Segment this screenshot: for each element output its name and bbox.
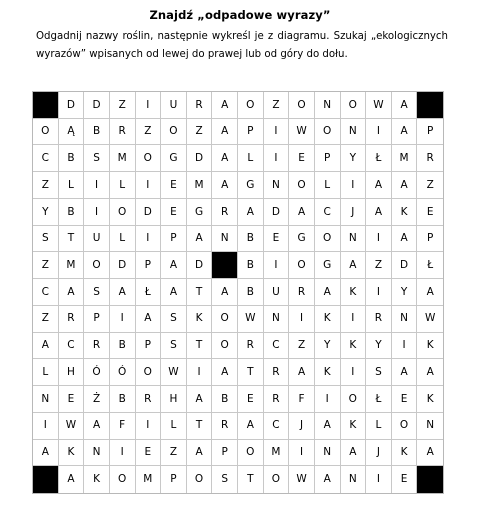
grid-letter-cell: A [212,359,238,386]
grid-letter-cell: E [136,440,162,467]
grid-letter-cell: O [136,145,162,172]
grid-letter-cell: Y [315,333,341,360]
grid-letter-cell: C [33,145,59,172]
grid-letter-cell: G [238,172,264,199]
grid-letter-cell: K [417,333,443,360]
grid-letter-cell: B [59,199,85,226]
grid-letter-cell: I [366,279,392,306]
grid-letter-cell: C [59,333,85,360]
grid-letter-cell: W [59,413,85,440]
grid-letter-cell: L [315,172,341,199]
grid-letter-cell: T [59,226,85,253]
grid-letter-cell: U [264,279,290,306]
grid-letter-cell: D [264,199,290,226]
grid-letter-cell: F [289,386,315,413]
grid-letter-cell: K [392,440,418,467]
grid-letter-cell: J [366,440,392,467]
grid-letter-cell: D [187,252,213,279]
grid-letter-cell: Y [392,279,418,306]
grid-letter-cell: E [161,199,187,226]
grid-letter-cell: N [264,306,290,333]
grid-letter-cell: Z [136,119,162,146]
grid-letter-cell: R [212,413,238,440]
grid-letter-cell: P [417,119,443,146]
grid-letter-cell: R [238,333,264,360]
grid-letter-cell: D [187,145,213,172]
grid-letter-cell: N [84,440,110,467]
grid-letter-cell: B [59,145,85,172]
grid-letter-cell: N [212,226,238,253]
grid-letter-cell: L [161,413,187,440]
grid-letter-cell: G [161,145,187,172]
grid-letter-cell: U [84,226,110,253]
grid-letter-cell: P [136,333,162,360]
grid-letter-cell: A [33,440,59,467]
grid-letter-cell: A [392,119,418,146]
grid-letter-cell: P [212,440,238,467]
grid-letter-cell: O [110,199,136,226]
grid-letter-cell: M [136,466,162,493]
grid-letter-cell: A [212,119,238,146]
grid-letter-cell: I [392,333,418,360]
grid-letter-cell: U [161,92,187,119]
grid-letter-cell: F [110,413,136,440]
grid-letter-cell: O [315,226,341,253]
grid-letter-cell: R [366,306,392,333]
grid-letter-cell: S [84,145,110,172]
grid-letter-cell: A [238,199,264,226]
grid-letter-cell: O [289,172,315,199]
grid-letter-cell: T [238,466,264,493]
grid-letter-cell: W [289,466,315,493]
grid-letter-cell: A [187,226,213,253]
grid-letter-cell: J [341,199,367,226]
grid-letter-cell: N [417,413,443,440]
grid-letter-cell: A [366,199,392,226]
grid-letter-cell: A [315,279,341,306]
grid-letter-cell: N [315,440,341,467]
grid-letter-cell: O [238,92,264,119]
grid-letter-cell: O [289,92,315,119]
grid-letter-cell: D [110,252,136,279]
grid-letter-cell: Ż [84,386,110,413]
grid-letter-cell: R [417,145,443,172]
grid-letter-cell: P [417,226,443,253]
grid-letter-cell: O [161,119,187,146]
grid-letter-cell: I [187,359,213,386]
grid-letter-cell: A [161,279,187,306]
grid-letter-cell: O [289,252,315,279]
grid-letter-cell: A [315,466,341,493]
grid-letter-cell: S [84,279,110,306]
grid-letter-cell: A [289,359,315,386]
grid-letter-cell: Ą [59,119,85,146]
grid-letter-cell: I [341,172,367,199]
grid-letter-cell: G [187,199,213,226]
grid-letter-cell: G [315,252,341,279]
grid-letter-cell: B [110,333,136,360]
grid-letter-cell: S [33,226,59,253]
grid-letter-cell: O [110,466,136,493]
grid-letter-cell: L [110,226,136,253]
grid-letter-cell: I [289,306,315,333]
grid-letter-cell: K [341,279,367,306]
grid-letter-cell: K [417,386,443,413]
word-search-grid [32,91,444,494]
grid-letter-cell: I [264,252,290,279]
grid-letter-cell: B [110,386,136,413]
grid-letter-cell: Y [33,199,59,226]
grid-letter-cell: Z [33,252,59,279]
grid-letter-cell: K [315,306,341,333]
grid-letter-cell: A [161,252,187,279]
grid-letter-cell: E [417,199,443,226]
grid-letter-cell: R [264,359,290,386]
grid-black-cell [417,466,443,493]
grid-letter-cell: C [264,333,290,360]
grid-letter-cell: L [110,172,136,199]
grid-letter-cell: A [238,413,264,440]
grid-letter-cell: O [212,333,238,360]
grid-letter-cell: A [187,386,213,413]
grid-letter-cell: A [187,440,213,467]
grid-letter-cell: N [33,386,59,413]
grid-letter-cell: A [315,413,341,440]
grid-letter-cell: A [84,413,110,440]
grid-letter-cell: D [84,92,110,119]
grid-letter-cell: B [212,386,238,413]
grid-letter-cell: I [110,306,136,333]
grid-letter-cell: Z [264,92,290,119]
grid-letter-cell: W [417,306,443,333]
grid-letter-cell: P [84,306,110,333]
grid-letter-cell: I [84,199,110,226]
grid-letter-cell: Ł [136,279,162,306]
grid-letter-cell: A [392,92,418,119]
grid-letter-cell: P [136,252,162,279]
grid-letter-cell: M [110,145,136,172]
grid-letter-cell: R [212,199,238,226]
grid-letter-cell: I [33,413,59,440]
grid-letter-cell: O [33,119,59,146]
grid-letter-cell: I [366,466,392,493]
grid-letter-cell: T [187,279,213,306]
grid-letter-cell: Z [187,119,213,146]
grid-letter-cell: E [392,466,418,493]
grid-letter-cell: D [136,199,162,226]
grid-letter-cell: P [161,466,187,493]
grid-letter-cell: R [110,119,136,146]
grid-black-cell [417,92,443,119]
grid-letter-cell: L [33,359,59,386]
grid-letter-cell: K [341,413,367,440]
grid-letter-cell: J [289,413,315,440]
grid-letter-cell: E [392,386,418,413]
grid-letter-cell: I [110,440,136,467]
grid-letter-cell: I [84,172,110,199]
grid-letter-cell: I [341,359,367,386]
grid-letter-cell: A [212,279,238,306]
grid-letter-cell: L [59,172,85,199]
grid-letter-cell: T [187,333,213,360]
grid-letter-cell: E [59,386,85,413]
grid-letter-cell: O [136,359,162,386]
grid-letter-cell: R [264,386,290,413]
grid-letter-cell: I [366,226,392,253]
grid-letter-cell: O [187,466,213,493]
grid-letter-cell: M [59,252,85,279]
grid-letter-cell: R [136,386,162,413]
grid-letter-cell: A [212,172,238,199]
grid-letter-cell: I [136,226,162,253]
grid-letter-cell: Ó [110,359,136,386]
grid-letter-cell: Z [161,440,187,467]
grid-letter-cell: O [392,413,418,440]
grid-letter-cell: N [264,172,290,199]
grid-letter-cell: M [392,145,418,172]
grid-letter-cell: Ł [417,252,443,279]
grid-letter-cell: Ó [84,359,110,386]
grid-letter-cell: K [315,359,341,386]
grid-letter-cell: I [315,386,341,413]
grid-letter-cell: C [33,279,59,306]
grid-letter-cell: A [417,440,443,467]
grid-letter-cell: G [289,226,315,253]
grid-letter-cell: I [136,172,162,199]
grid-letter-cell: K [59,440,85,467]
grid-letter-cell: R [289,279,315,306]
grid-letter-cell: N [392,306,418,333]
instructions-text: Odgadnij nazwy roślin, następnie wykreśl je z diagramu. Szukaj „ekologicznych wyrazów” wpisanych od lewej do prawej lub od góry do dołu. [36,31,448,60]
grid-letter-cell: A [289,199,315,226]
grid-letter-cell: L [238,145,264,172]
grid-letter-cell: I [341,306,367,333]
grid-letter-cell: E [289,145,315,172]
grid-letter-cell: I [264,119,290,146]
grid-letter-cell: Ł [366,386,392,413]
grid-letter-cell: T [238,359,264,386]
grid-letter-cell: A [33,333,59,360]
grid-black-cell [33,466,59,493]
grid-letter-cell: I [366,119,392,146]
grid-black-cell [212,252,238,279]
grid-letter-cell: T [187,413,213,440]
grid-letter-cell: I [289,440,315,467]
grid-letter-cell: B [238,226,264,253]
grid-letter-cell: M [187,172,213,199]
grid-letter-cell: Z [110,92,136,119]
grid-letter-cell: A [366,172,392,199]
grid-letter-cell: D [59,92,85,119]
grid-letter-cell: Z [33,172,59,199]
grid-letter-cell: A [417,279,443,306]
grid-letter-cell: A [110,279,136,306]
grid-letter-cell: E [238,386,264,413]
grid-letter-cell: S [161,333,187,360]
grid-letter-cell: C [315,199,341,226]
grid-letter-cell: W [289,119,315,146]
grid-letter-cell: A [417,359,443,386]
grid-letter-cell: A [59,466,85,493]
grid-letter-cell: A [392,359,418,386]
grid-letter-cell: O [315,119,341,146]
grid-letter-cell: K [341,333,367,360]
grid-letter-cell: P [315,145,341,172]
grid-letter-cell: K [187,306,213,333]
grid-black-cell [33,92,59,119]
grid-letter-cell: R [84,333,110,360]
grid-letter-cell: W [238,306,264,333]
grid-letter-cell: I [136,413,162,440]
grid-letter-cell: I [264,145,290,172]
grid-letter-cell: S [366,359,392,386]
grid-letter-cell: R [59,306,85,333]
grid-letter-cell: O [341,386,367,413]
grid-letter-cell: L [366,413,392,440]
grid-letter-cell: E [161,172,187,199]
grid-letter-cell: M [264,440,290,467]
grid-letter-cell: C [264,413,290,440]
grid-letter-cell: O [238,440,264,467]
grid-letter-cell: O [264,466,290,493]
grid-letter-cell: B [238,252,264,279]
grid-letter-cell: P [238,119,264,146]
grid-letter-cell: A [212,145,238,172]
grid-letter-cell: P [161,226,187,253]
grid-letter-cell: A [392,226,418,253]
grid-letter-cell: W [161,359,187,386]
grid-letter-cell: Z [289,333,315,360]
grid-letter-cell: N [341,466,367,493]
grid-letter-cell: O [212,306,238,333]
grid-letter-cell: Y [366,333,392,360]
grid-letter-cell: A [341,440,367,467]
grid-letter-cell: B [84,119,110,146]
grid-letter-cell: Z [366,252,392,279]
grid-letter-cell: I [136,92,162,119]
grid-letter-cell: A [341,252,367,279]
grid-letter-cell: D [392,252,418,279]
grid-letter-cell: H [59,359,85,386]
grid-letter-cell: E [264,226,290,253]
grid-letter-cell: N [341,119,367,146]
grid-letter-cell: N [341,226,367,253]
grid-letter-cell: A [212,92,238,119]
grid-letter-cell: Z [33,306,59,333]
grid-letter-cell: O [341,92,367,119]
grid-letter-cell: A [59,279,85,306]
grid-letter-cell: S [161,306,187,333]
grid-letter-cell: S [212,466,238,493]
grid-letter-cell: Ł [366,145,392,172]
grid-letter-cell: K [84,466,110,493]
grid-letter-cell: A [392,172,418,199]
worksheet-title: Znajdź „odpadowe wyrazy” [149,8,331,22]
grid-letter-cell: A [136,306,162,333]
grid-letter-cell: K [392,199,418,226]
grid-letter-cell: Y [341,145,367,172]
grid-letter-cell: O [84,252,110,279]
grid-letter-cell: R [187,92,213,119]
grid-letter-cell: B [238,279,264,306]
grid-letter-cell: N [315,92,341,119]
grid-letter-cell: H [161,386,187,413]
grid-letter-cell: W [366,92,392,119]
grid-letter-cell: Z [417,172,443,199]
